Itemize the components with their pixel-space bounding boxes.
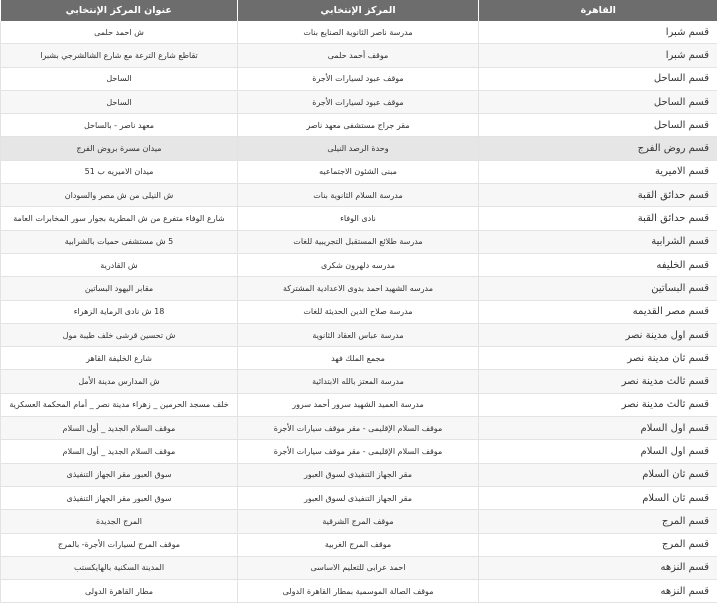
address-cell: ميدان مسرة بروض الفرج (1, 137, 238, 160)
district-cell: قسم ثان السلام (479, 463, 717, 486)
address-cell: شارع الخليفة القاهر (1, 347, 238, 370)
district-cell: قسم شبرا (479, 44, 717, 67)
table-row (1, 370, 717, 393)
district-cell: قسم حدائق القبة (479, 207, 717, 230)
address-cell: شارع الوفاء متفرع من ش المطرية بجوار سور المخابرات العامة (1, 207, 238, 230)
table-row (1, 323, 717, 346)
center-cell: مدرسة ناصر الثانوية الصنايع بنات (238, 21, 479, 44)
center-cell: مجمع الملك فهد (238, 347, 479, 370)
address-cell: تقاطع شارع الترعة مع شارع الشالشرجي بشبرا (1, 44, 238, 67)
district-cell: قسم روض الفرج (479, 137, 717, 160)
address-cell: ش المدارس مدينة الأمل (1, 370, 238, 393)
center-cell: مدرسة المعتز بالله الابتدائية (238, 370, 479, 393)
center-cell: مدرسه الشهيد احمد بدوى الاعدادية المشتركة (238, 277, 479, 300)
address-cell: موقف السلام الجديد _ أول السلام (1, 417, 238, 440)
table-row (1, 580, 717, 603)
table-row (1, 253, 717, 276)
table-row (1, 277, 717, 300)
center-cell: نادى الوفاء (238, 207, 479, 230)
center-cell: مبنى الشئون الاجتماعيه (238, 160, 479, 183)
address-cell: المرج الجديدة (1, 510, 238, 533)
district-cell: قسم المرج (479, 510, 717, 533)
district-cell: قسم شبرا (479, 21, 717, 44)
center-cell: احمد عرابى للتعليم الاساسى (238, 556, 479, 579)
table-row (1, 300, 717, 323)
center-cell: وحدة الرصد النيلى (238, 137, 479, 160)
center-cell: موقف أحمد حلمى (238, 44, 479, 67)
district-cell: قسم اول السلام (479, 440, 717, 463)
district-cell: قسم النزهه (479, 556, 717, 579)
center-cell: موقف عبود لسيارات الأجرة (238, 90, 479, 113)
center-cell: مدرسة طلائع المستقبل التجريبية للغات (238, 230, 479, 253)
table-row (1, 533, 717, 556)
table-row (1, 44, 717, 67)
center-cell: مقر الجهاز التنفيذى لسوق العبور (238, 486, 479, 509)
address-cell: موقف المرج لسيارات الأجرة- بالمرج (1, 533, 238, 556)
table-row (1, 90, 717, 113)
address-cell: مقابر اليهود البساتين (1, 277, 238, 300)
district-cell: قسم ثالث مدينة نصر (479, 393, 717, 416)
table-row (1, 463, 717, 486)
address-cell: ش النيلى من ش مصر والسودان (1, 184, 238, 207)
header-row (1, 0, 717, 21)
table-row (1, 137, 717, 160)
table-row (1, 230, 717, 253)
district-cell: قسم ثان السلام (479, 486, 717, 509)
district-cell: قسم الساحل (479, 67, 717, 90)
district-cell: قسم الاميرية (479, 160, 717, 183)
district-cell: قسم النزهه (479, 580, 717, 603)
table-row (1, 347, 717, 370)
district-cell: قسم اول مدينة نصر (479, 323, 717, 346)
district-cell: قسم اول السلام (479, 417, 717, 440)
center-cell: موقف عبود لسيارات الأجرة (238, 67, 479, 90)
center-cell: مقر جراج مستشفى معهد ناصر (238, 114, 479, 137)
address-cell: ش تحسين قرشى خلف طيبة مول (1, 323, 238, 346)
table-row (1, 556, 717, 579)
district-cell: قسم الخليفه (479, 253, 717, 276)
district-cell: قسم مصر القديمه (479, 300, 717, 323)
center-cell: موقف السلام الإقليمى - مقر موقف سيارات الأجرة (238, 417, 479, 440)
header-center: المركز الإنتخابي (238, 0, 479, 21)
table-row (1, 160, 717, 183)
district-cell: قسم حدائق القبة (479, 184, 717, 207)
address-cell: ش القادرية (1, 253, 238, 276)
table-row (1, 486, 717, 509)
address-cell: الساحل (1, 67, 238, 90)
center-cell: مدرسة العميد الشهيد سرور أحمد سرور (238, 393, 479, 416)
table-row (1, 440, 717, 463)
district-cell: قسم الساحل (479, 114, 717, 137)
district-cell: قسم البساتين (479, 277, 717, 300)
table-row (1, 207, 717, 230)
center-cell: مدرسة السلام الثانوية بنات (238, 184, 479, 207)
address-cell: سوق العبور مقر الجهاز التنفيذى (1, 486, 238, 509)
address-cell: سوق العبور مقر الجهاز التنفيذى (1, 463, 238, 486)
table-row (1, 393, 717, 416)
district-cell: قسم ثان مدينة نصر (479, 347, 717, 370)
district-cell: قسم الشرابية (479, 230, 717, 253)
header-address: عنوان المركز الإنتخابي (1, 0, 238, 21)
address-cell: ش احمد حلمى (1, 21, 238, 44)
address-cell: مطار القاهرة الدولى (1, 580, 238, 603)
center-cell: موقف الصالة الموسمية بمطار القاهرة الدولى (238, 580, 479, 603)
center-cell: مدرسه دلهرون شكرى (238, 253, 479, 276)
center-cell: موقف المرج الشرقية (238, 510, 479, 533)
table-header (1, 0, 717, 21)
address-cell: 5 ش مستشفى حميات بالشرابية (1, 230, 238, 253)
center-cell: مقر الجهاز التنفيذى لسوق العبور (238, 463, 479, 486)
center-cell: موقف المرج الغربية (238, 533, 479, 556)
district-cell: قسم المرج (479, 533, 717, 556)
table-row (1, 510, 717, 533)
district-cell: قسم الساحل (479, 90, 717, 113)
address-cell: المدينة السكنية بالهايكستب (1, 556, 238, 579)
address-cell: خلف مسجد الحرمين _ زهراء مدينة نصر _ أمام المحكمة العسكرية (1, 393, 238, 416)
center-cell: موقف السلام الإقليمى - مقر موقف سيارات الأجرة (238, 440, 479, 463)
table-row (1, 417, 717, 440)
header-district: القاهرة (479, 0, 717, 21)
address-cell: موقف السلام الجديد _ أول السلام (1, 440, 238, 463)
address-cell: 18 ش نادى الرماية الزهراء (1, 300, 238, 323)
table-row (1, 184, 717, 207)
table-body (1, 21, 717, 603)
address-cell: معهد ناصر - بالساحل (1, 114, 238, 137)
table-row (1, 67, 717, 90)
address-cell: ميدان الاميريه ب 51 (1, 160, 238, 183)
district-cell: قسم ثالث مدينة نصر (479, 370, 717, 393)
center-cell: مدرسة عباس العقاد الثانوية (238, 323, 479, 346)
table-row (1, 114, 717, 137)
table-row (1, 21, 717, 44)
center-cell: مدرسة صلاح الدين الحديثة للغات (238, 300, 479, 323)
address-cell: الساحل (1, 90, 238, 113)
